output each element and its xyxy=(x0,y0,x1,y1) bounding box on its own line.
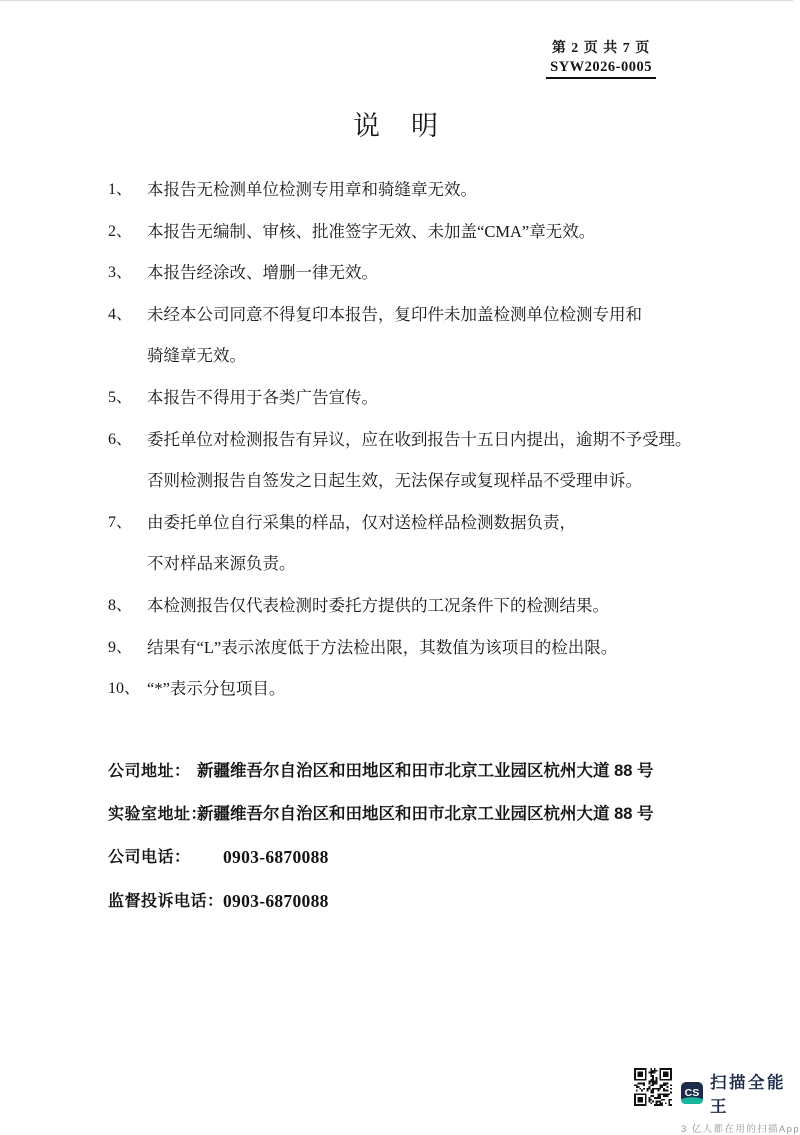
note-text: 骑缝章无效。 xyxy=(147,346,246,366)
page-header xyxy=(546,37,656,79)
footer-label: 实验室地址： xyxy=(108,806,208,824)
note-number: 9、 xyxy=(108,638,133,656)
note-row xyxy=(108,627,748,669)
note-number: 3、 xyxy=(108,264,133,282)
footer-value: 新疆维吾尔自治区和田地区和田市北京工业园区杭州大道 88 号 xyxy=(197,762,654,780)
note-text: “*”表示分包项目。 xyxy=(147,679,286,699)
note-text: 委托单位对检测报告有异议，应在收到报告十五日内提出，逾期不予受理。 xyxy=(147,429,692,449)
contact-info xyxy=(108,750,748,923)
note-row xyxy=(108,169,748,211)
footer-label: 监督投诉电话： xyxy=(108,892,224,910)
note-row-continuation xyxy=(108,543,748,585)
note-text: 结果有“L”表示浓度低于方法检出限，其数值为该项目的检出限。 xyxy=(147,637,618,657)
qr-code-icon xyxy=(634,1068,672,1106)
note-text: 本报告无检测单位检测专用章和骑缝章无效。 xyxy=(147,180,477,199)
note-text: 由委托单位自行采集的样品，仅对送检样品检测数据负责， xyxy=(147,512,576,532)
footer-label: 公司电话： xyxy=(108,849,191,867)
note-text: 未经本公司同意不得复印本报告，复印件未加盖检测单位检测专用和 xyxy=(147,304,642,324)
note-number: 7、 xyxy=(108,513,133,531)
note-row-continuation xyxy=(108,460,748,502)
note-text: 本报告经涂改、增删一律无效。 xyxy=(147,263,378,283)
footer-row-lab-address xyxy=(108,793,748,836)
note-number: 5、 xyxy=(108,388,133,406)
note-row xyxy=(108,294,748,336)
note-text: 本报告无编制、审核、批准签字无效、未加盖“CMA”章无效。 xyxy=(147,221,596,241)
note-row xyxy=(108,585,748,627)
camscanner-logo-icon xyxy=(681,1082,703,1104)
footer-value: 新疆维吾尔自治区和田地区和田市北京工业园区杭州大道 88 号 xyxy=(197,805,654,824)
footer-row-complaint-phone xyxy=(108,880,748,923)
app-name: 扫描全能王 xyxy=(710,1074,786,1116)
report-number: SYW2026-0005 xyxy=(546,59,656,79)
note-text: 本检测报告仅代表检测时委托方提供的工况条件下的检测结果。 xyxy=(147,595,609,615)
note-row xyxy=(108,377,748,419)
note-number: 6、 xyxy=(108,430,133,448)
note-row-continuation xyxy=(108,335,748,377)
note-row xyxy=(108,211,748,253)
note-number: 2、 xyxy=(108,222,133,240)
notes-list xyxy=(108,169,748,710)
footer-row-company-address xyxy=(108,750,748,793)
logo-cs-text: CS xyxy=(684,1087,700,1100)
page-title: 说 明 xyxy=(353,111,440,141)
footer-label: 公司地址： xyxy=(108,763,191,780)
note-row xyxy=(108,668,748,710)
note-text: 本报告不得用于各类广告宣传。 xyxy=(147,387,378,407)
note-number: 1、 xyxy=(108,181,133,198)
camscanner-watermark xyxy=(634,1068,800,1135)
note-text: 不对样品来源负责。 xyxy=(147,554,296,574)
footer-value: 0903-6870088 xyxy=(223,890,329,911)
note-number: 10、 xyxy=(108,680,141,698)
scan-artifact-line xyxy=(0,0,793,1)
note-text: 否则检测报告自签发之日起生效，无法保存或复现样品不受理申诉。 xyxy=(147,471,642,491)
camscanner-brand xyxy=(681,1068,800,1135)
footer-row-company-phone xyxy=(108,836,748,879)
note-number: 8、 xyxy=(108,596,133,614)
app-tagline: 3 亿人都在用的扫描App xyxy=(681,1124,800,1135)
footer-value: 0903-6870088 xyxy=(223,847,329,868)
note-number: 4、 xyxy=(108,305,133,323)
note-row xyxy=(108,252,748,294)
note-row xyxy=(108,502,748,544)
page-number: 第 2 页 共 7 页 xyxy=(551,41,651,56)
note-row xyxy=(108,419,748,461)
